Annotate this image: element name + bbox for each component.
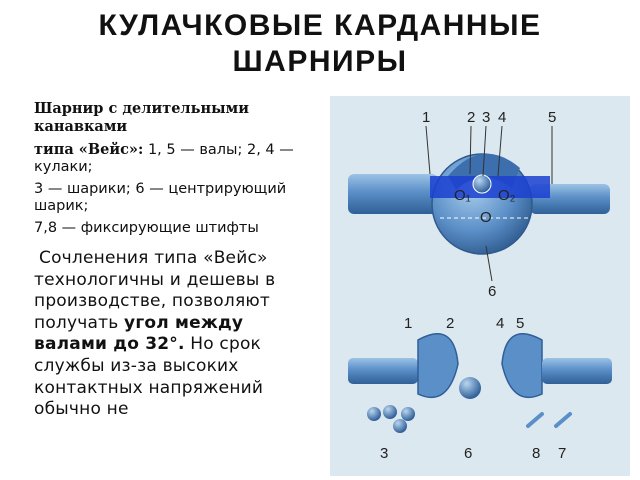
center-letter-o2: O₂ [498, 187, 516, 204]
label-bottom-4: 4 [496, 315, 505, 332]
exploded-left-shaft [348, 358, 418, 384]
label-bottom-2: 2 [446, 315, 455, 332]
description-part-1: Сочленения типа «Вейс» технологичны и дешевы в производстве, позволяют получать [34, 248, 276, 333]
title-line-2: ШАРНИРЫ [232, 45, 408, 78]
label-bottom-7: 7 [558, 445, 567, 462]
joint-illustration [330, 96, 630, 476]
loose-ball-3 [401, 407, 415, 421]
title-line-1: КУЛАЧКОВЫЕ КАРДАННЫЕ [98, 9, 542, 42]
loose-ball-2 [383, 405, 397, 419]
joint-diagram [330, 96, 630, 476]
description-paragraph [34, 248, 316, 421]
description-highlight: угол между валами до 32°. [34, 312, 244, 355]
description-part-2: Но срок службы из-за высоких контактных напряжений обычно не [34, 334, 264, 420]
center-letter-o1: O₁ [454, 187, 471, 204]
label-top-6: 6 [488, 283, 497, 300]
label-bottom-3: 3 [380, 445, 389, 462]
label-top-5: 5 [548, 109, 557, 126]
label-top-3: 3 [482, 109, 491, 126]
center-ball [473, 175, 491, 193]
figure-caption [34, 100, 324, 242]
label-bottom-8: 8 [532, 445, 541, 462]
loose-ball-4 [393, 419, 407, 433]
exploded-right-shaft [542, 358, 612, 384]
page-title [0, 8, 640, 80]
label-top-4: 4 [498, 109, 507, 126]
caption-line-1: Шарнир с делительными канавками [34, 100, 249, 135]
exploded-center-ball [459, 377, 481, 399]
caption-line-2: типа «Вейс»: 1, 5 — валы; 2, 4 — кулаки; [34, 141, 294, 175]
label-bottom-5: 5 [516, 315, 525, 332]
label-top-2: 2 [467, 109, 476, 126]
caption-line-4: 7,8 — фиксирующие штифты [34, 220, 259, 236]
caption-line-3: 3 — шарики; 6 — центрирующий шарик; [34, 181, 287, 214]
center-letter-o: O [480, 209, 492, 226]
left-shaft [348, 174, 438, 214]
loose-ball-1 [367, 407, 381, 421]
label-bottom-1: 1 [404, 315, 413, 332]
label-bottom-6: 6 [464, 445, 473, 462]
label-top-1: 1 [422, 109, 431, 126]
